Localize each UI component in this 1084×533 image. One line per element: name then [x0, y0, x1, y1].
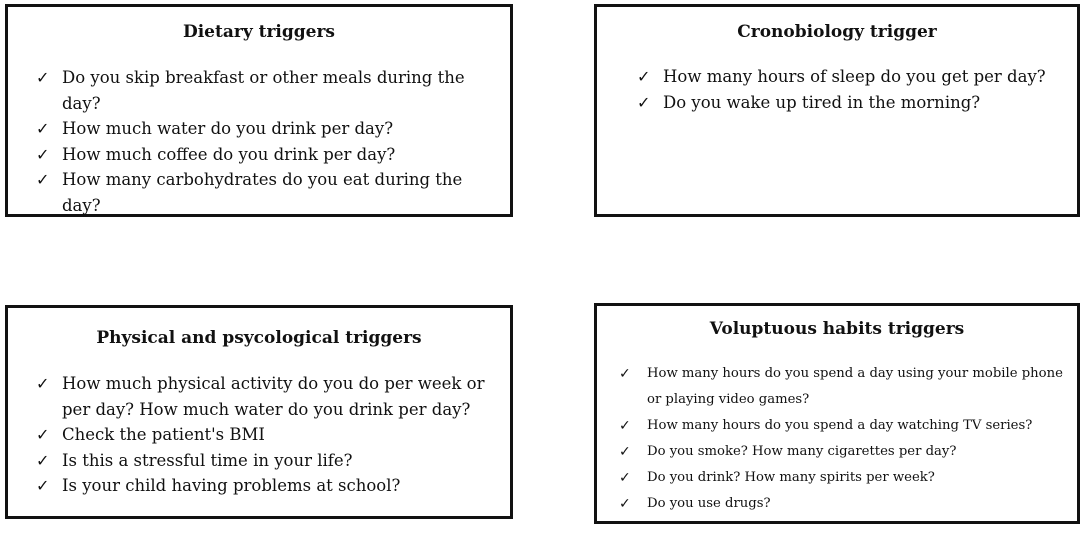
question-text: Do you skip breakfast or other meals during the day?: [62, 68, 465, 113]
checkmark-icon: ✓: [36, 144, 50, 164]
checkmark-icon: ✓: [637, 92, 651, 112]
question-text: Do you use drugs?: [647, 496, 771, 511]
checkmark-icon: ✓: [36, 425, 50, 444]
checkmark-icon: ✓: [36, 450, 50, 470]
checkmark-icon: ✓: [619, 366, 631, 382]
checkmark-icon: ✓: [36, 476, 50, 495]
checkmark-icon: ✓: [619, 444, 631, 460]
question-text: Check the patient's BMI: [62, 425, 265, 444]
checkmark-icon: ✓: [36, 119, 50, 138]
box-title: Voluptuous habits triggers: [709, 319, 965, 339]
checkmark-icon: ✓: [637, 67, 651, 86]
list-item: [36, 65, 496, 116]
trigger-question-list: [637, 64, 1067, 115]
voluptuous-habits-triggers-box: [594, 303, 1080, 524]
question-text: How much physical activity do you do per week or per day? How much water do you drink per day?: [62, 374, 485, 419]
question-text: Do you wake up tired in the morning?: [663, 92, 981, 112]
box-title: Physical and psycological triggers: [96, 328, 422, 348]
question-text: How much coffee do you drink per day?: [62, 144, 396, 164]
list-item: [36, 473, 496, 499]
list-item: [36, 422, 496, 448]
checkmark-icon: ✓: [619, 470, 631, 486]
physical-psycological-triggers-box: [5, 305, 513, 519]
question-text: How many hours do you spend a day watching TV series?: [647, 418, 1033, 433]
trigger-question-list: [36, 371, 496, 499]
dietary-triggers-box: [5, 4, 513, 217]
trigger-question-list: [619, 361, 1074, 517]
list-item: [36, 167, 496, 218]
checkmark-icon: ✓: [36, 170, 50, 189]
list-item: [619, 439, 1074, 465]
question-text: How many carbohydrates do you eat during the day?: [62, 170, 463, 215]
list-item: [36, 116, 496, 142]
cronobiology-trigger-box: [594, 4, 1080, 217]
list-item: [637, 90, 1067, 116]
question-text: How many hours of sleep do you get per day?: [663, 67, 1046, 86]
checkmark-icon: ✓: [619, 496, 631, 512]
checkmark-icon: ✓: [36, 374, 50, 393]
list-item: [619, 491, 1074, 517]
list-item: [637, 64, 1067, 90]
question-text: Do you smoke? How many cigarettes per day?: [647, 444, 957, 459]
list-item: [36, 371, 496, 422]
list-item: [36, 142, 496, 168]
question-text: Is your child having problems at school?: [62, 476, 401, 495]
box-title: Dietary triggers: [182, 22, 336, 42]
list-item: [619, 465, 1074, 491]
trigger-question-list: [36, 65, 496, 218]
checkmark-icon: ✓: [619, 418, 631, 434]
question-text: Do you drink? How many spirits per week?: [647, 470, 935, 485]
list-item: [619, 361, 1074, 413]
box-title: Cronobiology trigger: [737, 22, 937, 42]
question-text: How much water do you drink per day?: [62, 119, 394, 138]
question-text: Is this a stressful time in your life?: [62, 450, 353, 470]
list-item: [36, 448, 496, 474]
list-item: [619, 413, 1074, 439]
question-text: How many hours do you spend a day using your mobile phone or playing video games?: [647, 366, 1063, 407]
checkmark-icon: ✓: [36, 68, 50, 87]
